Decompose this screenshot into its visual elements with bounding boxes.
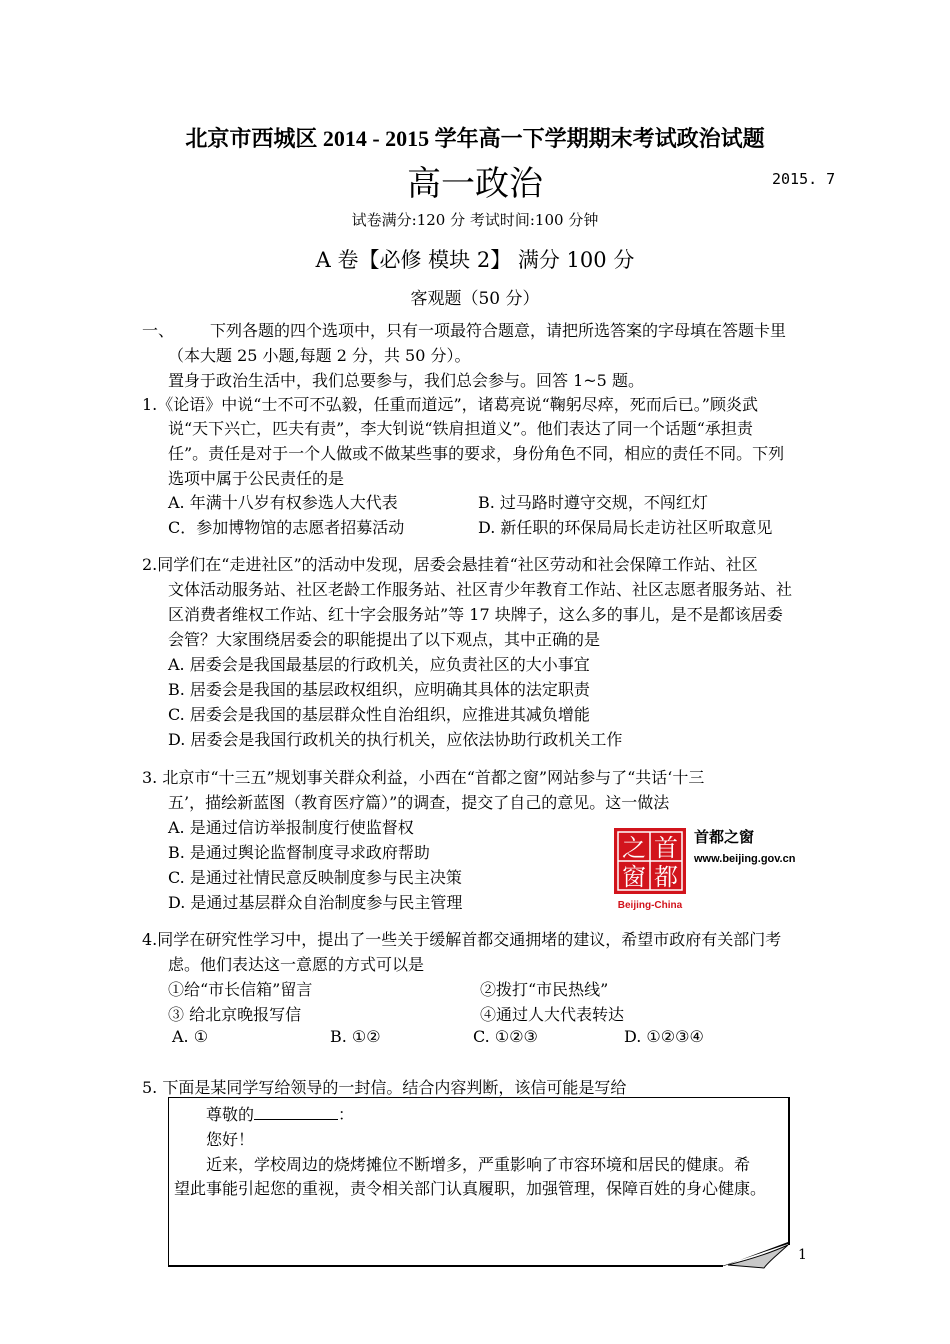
option-c: C. 是通过社情民意反映制度参与民主决策 — [168, 868, 462, 887]
statement-4: ④通过人大代表转达 — [480, 1005, 625, 1024]
question-line: 区消费者维权工作站、红十字会服务站”等 17 块牌子，这么多的事儿，是不是都该居委 — [168, 605, 783, 624]
page-curl-fold — [728, 1245, 788, 1268]
option-c: C．参加博物馆的志愿者招募活动 — [168, 518, 405, 537]
letter-body: 近来，学校周边的烧烤摊位不断增多，严重影响了市容环境和居民的健康。希 — [206, 1155, 751, 1174]
option-d: D. 是通过基层群众自治制度参与民主管理 — [168, 893, 463, 912]
statement-3: ③ 给北京晚报写信 — [168, 1005, 302, 1024]
question-line: 2.同学们在“走进社区”的活动中发现，居委会悬挂着“社区劳动和社会保障工作站、社区 — [142, 555, 758, 574]
exam-info: 试卷满分:120 分 考试时间:100 分钟 — [351, 211, 599, 229]
question-line: 4.同学在研究性学习中，提出了一些关于缓解首都交通拥堵的建议，希望市政府有关部门考 — [142, 930, 782, 949]
section-title: 客观题（50 分） — [410, 289, 540, 309]
option-d: D. 居委会是我国行政机关的执行机关，应依法协助行政机关工作 — [168, 730, 623, 749]
logo-char: 窗 — [622, 863, 646, 891]
exam-date: 2015. 7 — [772, 170, 836, 188]
salutation-text: 尊敬的 — [206, 1105, 255, 1124]
question-line: 会管？大家围绕居委会的职能提出了以下观点，其中正确的是 — [168, 630, 601, 649]
option-b: B. 是通过舆论监督制度寻求政府帮助 — [168, 843, 430, 862]
option-a: A. 居委会是我国最基层的行政机关，应负责社区的大小事宜 — [168, 655, 590, 674]
logo-title: 首都之窗 — [694, 828, 755, 846]
instruction-line: （本大题 25 小题,每题 2 分，共 50 分）。 — [168, 346, 471, 365]
letter-salutation — [206, 1102, 354, 1125]
option-b: B. ①② — [330, 1027, 381, 1046]
letter-body: 望此事能引起您的重视，责令相关部门认真履职，加强管理，保障百姓的身心健康。 — [174, 1179, 767, 1198]
capital-window-logo-graphic — [610, 826, 822, 912]
volume-title: A 卷【必修 模块 2】 满分 100 分 — [315, 248, 635, 272]
option-d: D. 新任职的环保局局长走访社区听取意见 — [478, 518, 773, 537]
recipient-blank — [254, 1105, 338, 1120]
instruction-number: 一、 — [142, 321, 175, 340]
question-line: 5. 下面是某同学写给领导的一封信。结合内容判断，该信可能是写给 — [142, 1078, 627, 1097]
option-a: A. ① — [172, 1027, 209, 1046]
question-line: 任”。责任是对于一个人做或不做某些事的要求，身份角色不同，相应的责任不同。下列 — [168, 444, 785, 463]
question-line: 文体活动服务站、社区老龄工作服务站、社区青少年教育工作站、社区志愿者服务站、社 — [168, 580, 793, 599]
option-c: C. ①②③ — [473, 1027, 538, 1046]
page-curl-icon — [718, 1240, 792, 1270]
question-line: 3. 北京市“十三五”规划事关群众利益，小西在“首都之窗”网站参与了“共话‘十三 — [142, 768, 705, 787]
letter-box-edge — [168, 1265, 723, 1267]
logo-char: 都 — [654, 863, 678, 891]
logo-url: www.beijing.gov.cn — [694, 853, 796, 865]
option-d: D. ①②③④ — [624, 1027, 704, 1046]
page-number: 1 — [798, 1247, 807, 1263]
salutation-colon: ： — [338, 1105, 355, 1124]
letter-box-edge — [788, 1097, 790, 1245]
logo-char: 首 — [654, 834, 678, 862]
question-line: 虑。他们表达这一意愿的方式可以是 — [168, 955, 425, 974]
letter-greeting: 您好！ — [206, 1130, 255, 1149]
logo-char: 之 — [622, 834, 646, 862]
logo-sub: Beijing-China — [617, 900, 683, 911]
instruction-line: 下列各题的四个选项中，只有一项最符合题意，请把所选答案的字母填在答题卡里 — [210, 321, 787, 340]
exam-title: 北京市西城区 2014 - 2015 学年高一下学期期末考试政治试题 — [185, 126, 765, 151]
option-c: C. 居委会是我国的基层群众性自治组织，应推进其减负增能 — [168, 705, 590, 724]
option-a: A. 是通过信访举报制度行使监督权 — [168, 818, 414, 837]
option-b: B. 居委会是我国的基层政权组织，应明确其具体的法定职责 — [168, 680, 590, 699]
question-line: 说“天下兴亡，匹夫有责”，李大钊说“铁肩担道义”。他们表达了同一个话题“承担责 — [168, 419, 753, 438]
question-line: 选项中属于公民责任的是 — [168, 469, 345, 488]
question-line: 五’，描绘新蓝图（教育医疗篇）”的调查，提交了自己的意见。这一做法 — [168, 793, 670, 812]
question-line: 1.《论语》中说“士不可不弘毅，任重而道远”，诸葛亮说“鞠躬尽瘁，死而后已。”顾炎武 — [142, 395, 758, 414]
option-b: B. 过马路时遵守交规，不闯红灯 — [478, 493, 708, 512]
option-a: A. 年满十八岁有权参选人大代表 — [168, 493, 398, 512]
statement-2: ②拨打“市民热线” — [480, 980, 609, 999]
subject-title: 高一政治 — [407, 164, 543, 204]
capital-window-logo — [610, 826, 822, 912]
statement-1: ①给“市长信箱”留言 — [168, 980, 313, 999]
instruction-line: 置身于政治生活中，我们总要参与，我们总会参与。回答 1~5 题。 — [168, 371, 644, 390]
